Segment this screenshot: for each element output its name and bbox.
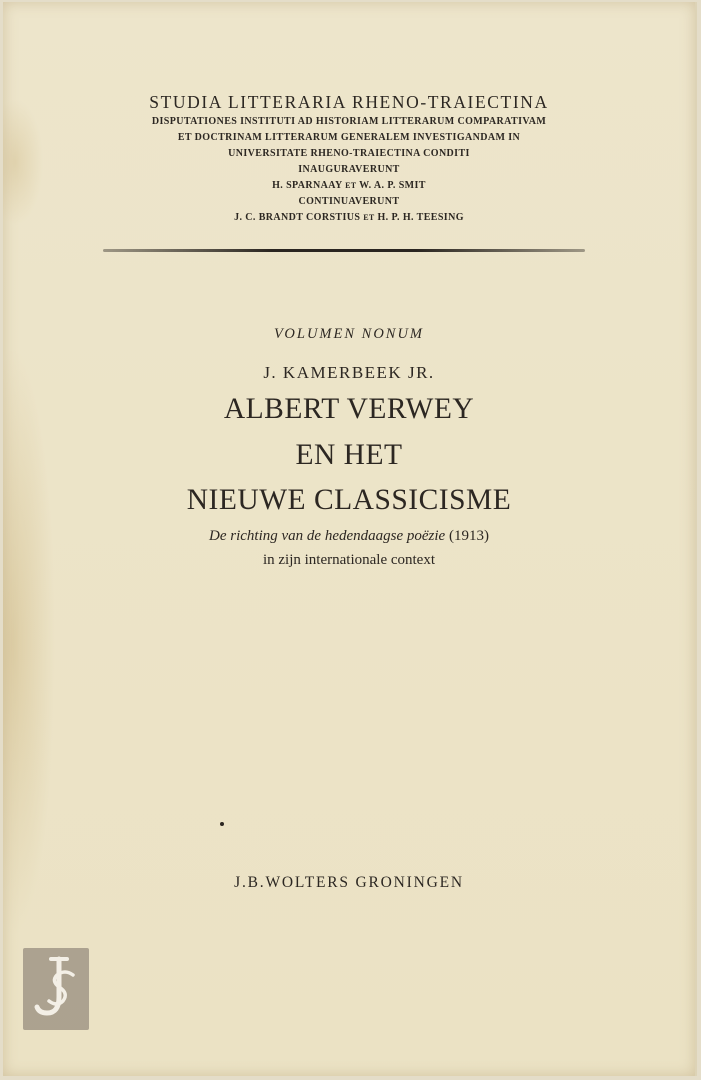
publisher-imprint: J.B.WOLTERS GRONINGEN — [234, 874, 464, 891]
series-description-line-2: ET DOCTRINAM LITTERARUM GENERALEM INVESTIGANDAM IN — [177, 132, 521, 143]
js-logo-glyph — [29, 953, 83, 1025]
subtitle-year: (1913) — [445, 528, 489, 544]
series-description-line-3: UNIVERSITATE RHENO-TRAIECTINA CONDITI — [228, 148, 470, 159]
subtitle-italic: De richting van de hedendaagse poëzie — [209, 528, 446, 544]
series-continued-label: CONTINUAVERUNT — [298, 196, 400, 207]
author-name: J. KAMERBEEK JR. — [263, 363, 435, 382]
series-founders — [3, 178, 695, 194]
editor-b: H. P. H. TEESING — [377, 212, 464, 223]
book-title-line-1: ALBERT VERWEY — [223, 393, 475, 425]
ink-dot — [220, 822, 224, 826]
book-cover — [3, 2, 697, 1076]
book-title-line-3: NIEUWE CLASSICISME — [186, 484, 512, 516]
founder-separator: ET — [345, 181, 357, 190]
volume-label: VOLUMEN NONUM — [273, 326, 425, 342]
series-title: STUDIA LITTERARIA RHENO-TRAIECTINA — [149, 92, 549, 112]
divider-rule — [103, 249, 585, 252]
editor-a: J. C. BRANDT CORSTIUS — [234, 212, 361, 223]
series-inaugurated-label: INAUGURAVERUNT — [298, 164, 400, 175]
founder-b: W. A. P. SMIT — [359, 180, 426, 191]
book-title-line-2: EN HET — [295, 439, 403, 471]
founder-a: H. SPARNAAY — [272, 180, 343, 191]
series-editors — [3, 210, 695, 226]
editor-separator: ET — [363, 213, 375, 222]
js-logo-watermark-icon — [23, 948, 89, 1030]
book-subtitle-line-2: in zijn internationale context — [262, 552, 436, 568]
book-subtitle-line-1 — [3, 528, 695, 545]
series-description-line-1: DISPUTATIONES INSTITUTI AD HISTORIAM LITTERARUM COMPARATIVAM — [151, 116, 547, 127]
